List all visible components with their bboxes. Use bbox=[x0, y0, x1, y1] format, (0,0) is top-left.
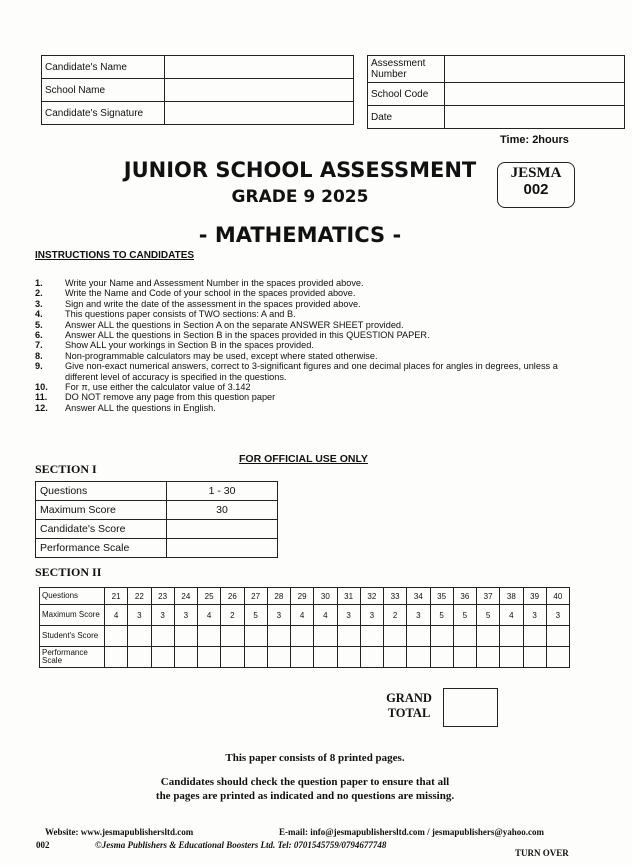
s1-max-score-value: 30 bbox=[167, 501, 278, 520]
instruction-text: Show ALL your workings in Section B in the spaces provided. bbox=[65, 340, 314, 351]
turn-over-note: TURN OVER bbox=[515, 848, 569, 858]
instruction-number: 4. bbox=[35, 309, 43, 320]
date-field[interactable] bbox=[445, 106, 625, 129]
grand-total-box[interactable] bbox=[443, 688, 498, 727]
check-line-1: Candidates should check the question paper to ensure that all bbox=[160, 776, 450, 788]
candidate-name-label: Candidate's Name bbox=[42, 56, 165, 79]
s2-max-score-cell: 4 bbox=[500, 605, 523, 626]
s2-question-number: 39 bbox=[523, 588, 546, 605]
s2-performance-scale-cell[interactable] bbox=[174, 647, 197, 668]
instruction-number: 1. bbox=[35, 278, 43, 288]
instruction-text: Write the Name and Code of your school in the spaces provided above. bbox=[65, 288, 356, 299]
s2-question-number: 33 bbox=[384, 588, 407, 605]
s2-student-score-cell[interactable] bbox=[407, 626, 430, 647]
instructions-heading: INSTRUCTIONS TO CANDIDATES bbox=[35, 250, 195, 261]
s2-question-number: 35 bbox=[430, 588, 453, 605]
instructions-list bbox=[35, 278, 565, 413]
s2-question-number: 38 bbox=[500, 588, 523, 605]
s2-student-score-cell[interactable] bbox=[105, 626, 128, 647]
candidate-signature-label: Candidate's Signature bbox=[42, 102, 165, 125]
instruction-number: 10. bbox=[35, 382, 48, 393]
instruction-item bbox=[35, 309, 565, 319]
school-name-field[interactable] bbox=[165, 79, 354, 102]
s1-candidate-score-label: Candidate's Score bbox=[36, 520, 167, 539]
s2-student-score-cell[interactable] bbox=[128, 626, 151, 647]
s1-questions-value: 1 - 30 bbox=[167, 482, 278, 501]
s2-student-score-cell[interactable] bbox=[267, 626, 290, 647]
s2-question-number: 32 bbox=[360, 588, 383, 605]
section-one-label: SECTION I bbox=[35, 462, 97, 476]
s2-performance-scale-cell[interactable] bbox=[105, 647, 128, 668]
s2-questions-label: Questions bbox=[40, 588, 105, 605]
s2-student-score-cell[interactable] bbox=[523, 626, 546, 647]
s2-performance-scale-cell[interactable] bbox=[500, 647, 523, 668]
s2-max-score-cell: 2 bbox=[384, 605, 407, 626]
footer-paper-code: 002 bbox=[36, 840, 50, 850]
section-two-table bbox=[39, 587, 570, 668]
s2-performance-scale-cell[interactable] bbox=[430, 647, 453, 668]
instruction-number: 3. bbox=[35, 298, 43, 309]
instruction-item bbox=[35, 340, 565, 350]
s2-max-score-cell: 3 bbox=[151, 605, 174, 626]
s2-max-score-cell: 2 bbox=[221, 605, 244, 626]
instruction-number: 6. bbox=[35, 330, 43, 341]
s2-performance-scale-cell[interactable] bbox=[337, 647, 360, 668]
s1-max-score-label: Maximum Score bbox=[36, 501, 167, 520]
s2-performance-scale-cell[interactable] bbox=[477, 647, 500, 668]
instruction-item bbox=[35, 299, 565, 309]
s2-max-score-cell: 5 bbox=[244, 605, 267, 626]
paper-code-badge bbox=[497, 162, 575, 208]
s2-student-score-cell[interactable] bbox=[360, 626, 383, 647]
instruction-item bbox=[35, 278, 565, 288]
instruction-number: 9. bbox=[35, 361, 43, 372]
s2-student-score-cell[interactable] bbox=[314, 626, 337, 647]
school-code-label: School Code bbox=[368, 83, 445, 106]
s2-performance-scale-cell[interactable] bbox=[221, 647, 244, 668]
instruction-item bbox=[35, 288, 565, 298]
s2-max-score-cell: 3 bbox=[407, 605, 430, 626]
s2-student-score-cell[interactable] bbox=[430, 626, 453, 647]
s2-performance-scale-cell[interactable] bbox=[314, 647, 337, 668]
s2-performance-scale-cell[interactable] bbox=[244, 647, 267, 668]
s2-performance-scale-label: Performance Scale bbox=[40, 647, 105, 668]
school-code-field[interactable] bbox=[445, 83, 625, 106]
instruction-number: 7. bbox=[35, 340, 43, 351]
s1-candidate-score-field[interactable] bbox=[167, 520, 278, 539]
publisher-info: ©Jesma Publishers & Educational Boosters Ltd. Tel: 0701545759/0794677748 bbox=[95, 840, 387, 850]
s2-question-number: 28 bbox=[267, 588, 290, 605]
s2-question-number: 36 bbox=[453, 588, 476, 605]
instruction-item bbox=[35, 403, 565, 413]
instruction-text: This questions paper consists of TWO sections: A and B. bbox=[65, 309, 296, 320]
instruction-number: 2. bbox=[35, 288, 43, 299]
assessment-number-label: Assessment Number bbox=[368, 56, 445, 83]
s1-questions-label: Questions bbox=[36, 482, 167, 501]
s2-performance-scale-cell[interactable] bbox=[523, 647, 546, 668]
school-name-label: School Name bbox=[42, 79, 165, 102]
s2-max-score-cell: 3 bbox=[360, 605, 383, 626]
s2-max-score-cell: 3 bbox=[174, 605, 197, 626]
s2-question-number: 23 bbox=[151, 588, 174, 605]
s2-question-number: 24 bbox=[174, 588, 197, 605]
s2-max-score-cell: 5 bbox=[430, 605, 453, 626]
s2-max-score-cell: 4 bbox=[291, 605, 314, 626]
s2-student-score-cell[interactable] bbox=[221, 626, 244, 647]
s2-question-number: 21 bbox=[105, 588, 128, 605]
instruction-number: 12. bbox=[35, 402, 48, 413]
s2-performance-scale-cell[interactable] bbox=[267, 647, 290, 668]
assessment-details-table bbox=[367, 55, 625, 129]
s2-question-number: 26 bbox=[221, 588, 244, 605]
s2-student-score-cell[interactable] bbox=[546, 626, 569, 647]
instruction-number: 8. bbox=[35, 350, 43, 361]
badge-number: 002 bbox=[523, 181, 549, 198]
s2-student-score-cell[interactable] bbox=[151, 626, 174, 647]
instruction-item bbox=[35, 320, 565, 330]
s2-max-score-cell: 5 bbox=[477, 605, 500, 626]
official-use-heading: FOR OFFICIAL USE ONLY bbox=[239, 453, 368, 465]
s2-performance-scale-cell[interactable] bbox=[546, 647, 569, 668]
candidate-signature-field[interactable] bbox=[165, 102, 354, 125]
instruction-text: Write your Name and Assessment Number in the spaces provided above. bbox=[65, 278, 364, 288]
s2-max-score-label: Maximum Score bbox=[40, 605, 105, 626]
website-link[interactable]: Website: www.jesmapublishersltd.com bbox=[45, 827, 194, 837]
s2-student-score-cell[interactable] bbox=[337, 626, 360, 647]
s2-performance-scale-cell[interactable] bbox=[128, 647, 151, 668]
s2-student-score-cell[interactable] bbox=[500, 626, 523, 647]
subject-title: - MATHEMATICS - bbox=[198, 223, 402, 247]
grand-total-label: GRAND TOTAL bbox=[386, 691, 432, 720]
instruction-number: 11. bbox=[35, 392, 48, 403]
instruction-text: Sign and write the date of the assessment in the spaces provided above. bbox=[65, 298, 361, 309]
s2-student-score-label: Student's Score bbox=[40, 626, 105, 647]
instruction-item bbox=[35, 330, 565, 340]
candidate-name-field[interactable] bbox=[165, 56, 354, 79]
grade-year: GRADE 9 2025 bbox=[231, 187, 369, 207]
s2-question-number: 40 bbox=[546, 588, 569, 605]
instruction-item bbox=[35, 382, 565, 392]
s2-max-score-cell: 3 bbox=[267, 605, 290, 626]
s2-student-score-cell[interactable] bbox=[384, 626, 407, 647]
s2-performance-scale-cell[interactable] bbox=[198, 647, 221, 668]
s2-max-score-cell: 3 bbox=[546, 605, 569, 626]
s2-question-number: 31 bbox=[337, 588, 360, 605]
time-allowed: Time: 2hours bbox=[500, 134, 569, 146]
s2-performance-scale-cell[interactable] bbox=[360, 647, 383, 668]
s2-student-score-cell[interactable] bbox=[244, 626, 267, 647]
section-two-label: SECTION II bbox=[35, 565, 102, 579]
exam-title: JUNIOR SCHOOL ASSESSMENT bbox=[123, 158, 477, 182]
section-one-table bbox=[35, 481, 278, 558]
s2-question-number: 27 bbox=[244, 588, 267, 605]
badge-publisher: JESMA bbox=[510, 165, 562, 181]
instruction-text: For π, use either the calculator value of 3.142 bbox=[65, 382, 251, 393]
s2-max-score-cell: 3 bbox=[128, 605, 151, 626]
s2-max-score-cell: 5 bbox=[453, 605, 476, 626]
s2-performance-scale-cell[interactable] bbox=[291, 647, 314, 668]
email-contact[interactable]: E-mail: info@jesmapublishersltd.com / jesmapublishers@yahoo.com bbox=[279, 827, 544, 837]
s2-question-number: 37 bbox=[477, 588, 500, 605]
s2-performance-scale-cell[interactable] bbox=[407, 647, 430, 668]
instruction-number: 5. bbox=[35, 319, 43, 330]
instruction-item bbox=[35, 351, 565, 361]
instruction-text: Give non-exact numerical answers, correct to 3-significant figures and one decimal places for angles in degrees, unless a different level of accuracy is specified in the questions. bbox=[65, 361, 558, 382]
s2-performance-scale-cell[interactable] bbox=[384, 647, 407, 668]
assessment-number-field[interactable] bbox=[445, 56, 625, 83]
s2-student-score-cell[interactable] bbox=[198, 626, 221, 647]
instruction-text: Answer ALL the questions in Section A on the separate ANSWER SHEET provided. bbox=[65, 319, 404, 330]
instruction-text: Answer ALL the questions in Section B in the spaces provided in this QUESTION PAPER. bbox=[65, 330, 430, 341]
date-label: Date bbox=[368, 106, 445, 129]
s2-max-score-cell: 4 bbox=[105, 605, 128, 626]
s2-question-number: 25 bbox=[198, 588, 221, 605]
pages-note: This paper consists of 8 printed pages. bbox=[225, 752, 405, 764]
s2-max-score-cell: 3 bbox=[337, 605, 360, 626]
s2-max-score-cell: 4 bbox=[314, 605, 337, 626]
s2-max-score-cell: 3 bbox=[523, 605, 546, 626]
s2-student-score-cell[interactable] bbox=[174, 626, 197, 647]
s2-question-number: 29 bbox=[291, 588, 314, 605]
s1-performance-scale-label: Performance Scale bbox=[36, 539, 167, 558]
s2-student-score-cell[interactable] bbox=[453, 626, 476, 647]
s1-performance-scale-field[interactable] bbox=[167, 539, 278, 558]
instruction-item bbox=[35, 392, 565, 402]
instruction-text: Non-programmable calculators may be used, except where stated otherwise. bbox=[65, 350, 378, 361]
s2-question-number: 34 bbox=[407, 588, 430, 605]
s2-performance-scale-cell[interactable] bbox=[453, 647, 476, 668]
s2-question-number: 30 bbox=[314, 588, 337, 605]
candidate-details-table bbox=[41, 55, 354, 125]
s2-student-score-cell[interactable] bbox=[477, 626, 500, 647]
s2-question-number: 22 bbox=[128, 588, 151, 605]
s2-max-score-cell: 4 bbox=[198, 605, 221, 626]
instruction-text: DO NOT remove any page from this question paper bbox=[65, 392, 276, 403]
instruction-text: Answer ALL the questions in English. bbox=[65, 402, 216, 413]
instruction-item bbox=[35, 361, 565, 382]
s2-performance-scale-cell[interactable] bbox=[151, 647, 174, 668]
check-line-2: the pages are printed as indicated and no questions are missing. bbox=[155, 790, 455, 802]
s2-student-score-cell[interactable] bbox=[291, 626, 314, 647]
